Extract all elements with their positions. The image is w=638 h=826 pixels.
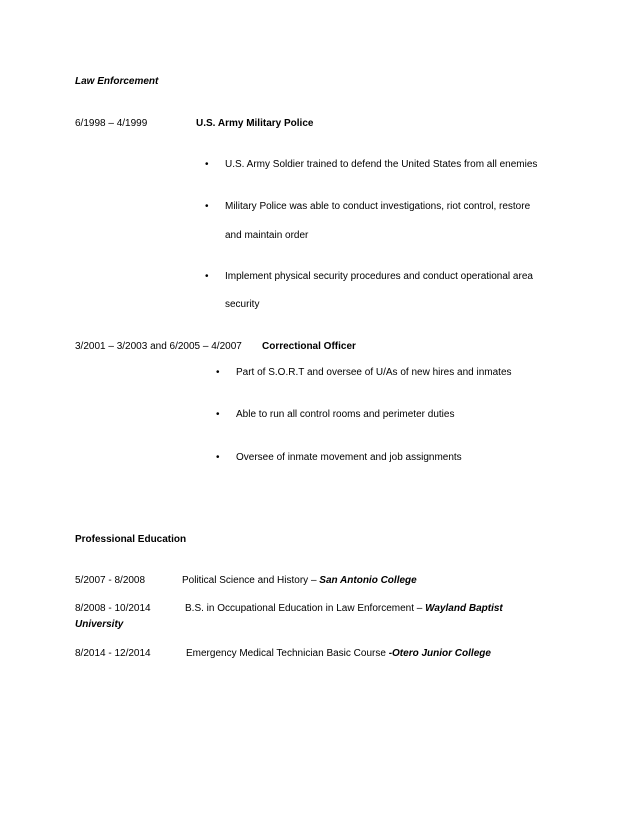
bullet-icon: • [216, 452, 220, 463]
bullet-icon: • [205, 271, 209, 282]
edu-school: Wayland Baptist [425, 603, 503, 614]
edu-dates: 8/2014 - 12/2014 [75, 648, 151, 659]
job-title: U.S. Army Military Police [196, 118, 314, 129]
bullet-text: Implement physical security procedures and conduct operational area [225, 271, 533, 282]
job-dates: 6/1998 – 4/1999 [75, 118, 148, 129]
bullet-text-cont: security [225, 299, 260, 310]
bullet-text: Part of S.O.R.T and oversee of U/As of new hires and inmates [236, 367, 512, 378]
edu-dates: 5/2007 - 8/2008 [75, 575, 146, 586]
job-dates: 3/2001 – 3/2003 and 6/2005 – 4/2007 [75, 341, 242, 352]
edu-course-text: Emergency Medical Technician Basic Course [186, 648, 389, 659]
section-heading-law-enforcement: Law Enforcement [75, 76, 159, 87]
bullet-icon: • [205, 159, 209, 170]
edu-course-text: B.S. in Occupational Education in Law Enforcement – [185, 603, 426, 614]
edu-course [185, 602, 503, 615]
bullet-text-cont: and maintain order [225, 230, 309, 241]
bullet-text: Oversee of inmate movement and job assignments [236, 452, 462, 463]
edu-course [182, 574, 417, 587]
bullet-text: Able to run all control rooms and perimeter duties [236, 409, 455, 420]
edu-course-text: Political Science and History – [182, 575, 320, 586]
bullet-text: Military Police was able to conduct investigations, riot control, restore [225, 201, 531, 212]
bullet-icon: • [216, 367, 220, 378]
edu-course [186, 647, 491, 660]
edu-school: San Antonio College [319, 575, 417, 586]
bullet-icon: • [205, 201, 209, 212]
bullet-text: U.S. Army Soldier trained to defend the United States from all enemies [225, 159, 538, 170]
bullet-icon: • [216, 409, 220, 420]
edu-dates: 8/2008 - 10/2014 [75, 603, 151, 614]
edu-school-cont: University [75, 619, 124, 630]
job-title: Correctional Officer [262, 341, 356, 352]
section-heading-education: Professional Education [75, 534, 187, 545]
edu-school: -Otero Junior College [388, 648, 491, 659]
